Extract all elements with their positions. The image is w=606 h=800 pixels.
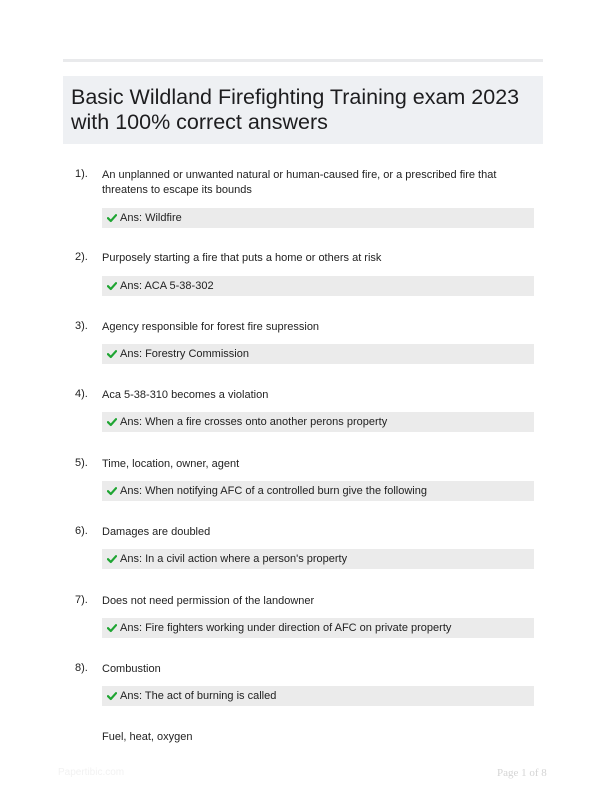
check-icon	[107, 691, 117, 701]
page-indicator: Page 1 of 8	[497, 767, 547, 779]
check-icon	[107, 623, 117, 633]
check-icon	[107, 213, 117, 223]
trailing-question-text: Fuel, heat, oxygen	[102, 731, 193, 743]
answer-box	[102, 686, 534, 706]
document-title: Basic Wildland Firefighting Training exam 2023 with 100% correct answers	[71, 85, 520, 134]
answer-text: Ans: In a civil action where a person's property	[120, 553, 348, 565]
question-number: 3).	[75, 320, 88, 332]
question-text: Damages are doubled	[102, 526, 211, 538]
question-number: 7).	[75, 594, 88, 606]
question-number: 6).	[75, 525, 88, 537]
question-number: 2).	[75, 251, 88, 263]
answer-text: Ans: Fire fighters working under direction of AFC on private property	[120, 622, 452, 634]
answer-box	[102, 208, 534, 228]
answer-box	[102, 344, 534, 364]
answer-text: Ans: ACA 5-38-302	[120, 280, 214, 292]
question-text: Combustion	[102, 663, 161, 675]
answer-box	[102, 276, 534, 296]
question-text: Purposely starting a fire that puts a home or others at risk	[102, 252, 382, 264]
check-icon	[107, 486, 117, 496]
question-text: Time, location, owner, agent	[102, 458, 240, 470]
answer-box	[102, 549, 534, 569]
answer-text: Ans: Forestry Commission	[120, 348, 249, 360]
answer-box	[102, 412, 534, 432]
answer-text: Ans: The act of burning is called	[120, 690, 277, 702]
answer-text: Ans: When notifying AFC of a controlled burn give the following	[120, 485, 427, 497]
top-rule	[63, 59, 543, 62]
check-icon	[107, 417, 117, 427]
title-box	[63, 76, 543, 144]
answer-text: Ans: When a fire crosses onto another perons property	[120, 416, 388, 428]
answer-text: Ans: Wildfire	[120, 212, 182, 224]
question-number: 8).	[75, 662, 88, 674]
question-number: 5).	[75, 457, 88, 469]
check-icon	[107, 554, 117, 564]
question-text: An unplanned or unwanted natural or human-caused fire, or a prescribed fire that threatens to escape its bounds	[102, 169, 497, 196]
question-text: Does not need permission of the landowner	[102, 595, 315, 607]
check-icon	[107, 349, 117, 359]
question-number: 1).	[75, 168, 88, 180]
answer-box	[102, 618, 534, 638]
footer-watermark: Papertibic.com	[58, 767, 125, 778]
check-icon	[107, 281, 117, 291]
question-text: Aca 5-38-310 becomes a violation	[102, 389, 269, 401]
question-number: 4).	[75, 388, 88, 400]
answer-box	[102, 481, 534, 501]
question-text: Agency responsible for forest fire supression	[102, 321, 320, 333]
